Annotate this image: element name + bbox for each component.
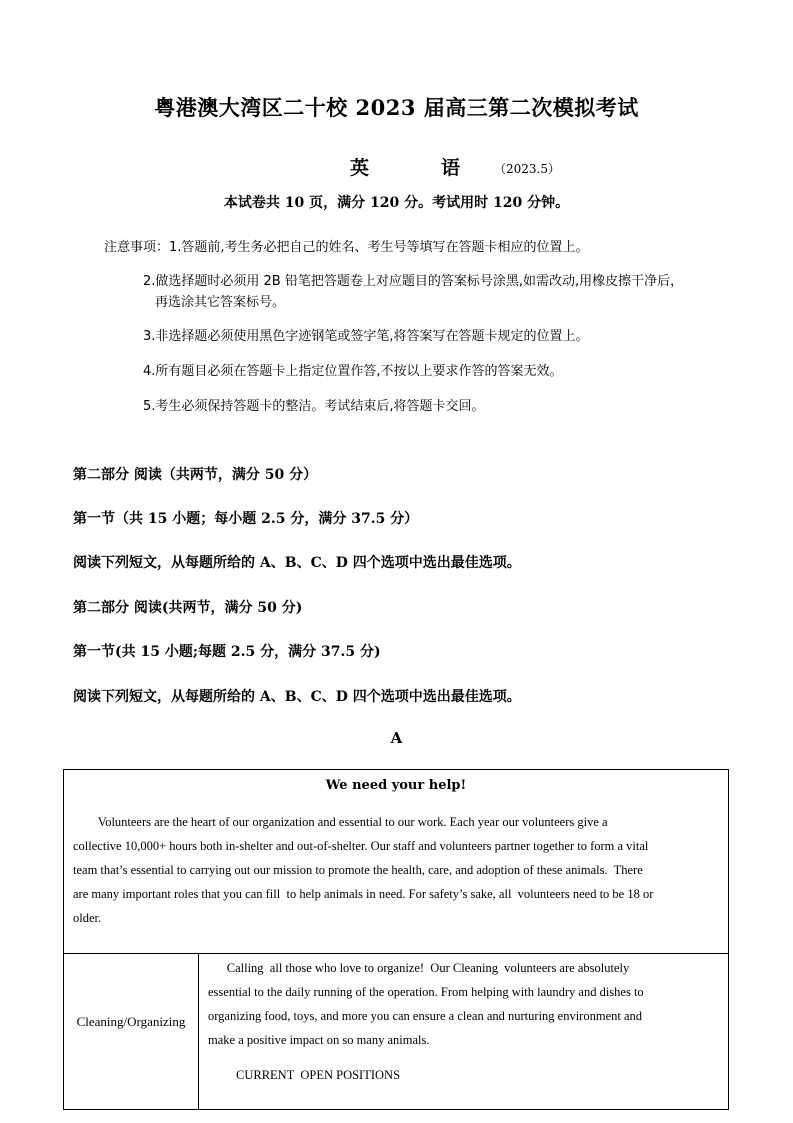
section-instruction-alt: 阅读下列短文，从每题所给的 A、B、C、D 四个选项中选出最佳选项。 [73, 689, 521, 705]
page-title: 粤港澳大湾区二十校 2023 届高三第二次模拟考试 [154, 95, 639, 120]
note-line-5: 5.考生必须保持答题卡的整洁。考试结束后,将答题卡交回。 [143, 399, 485, 414]
section-heading-part1-alt: 第一节(共 15 小题;每题 2.5 分，满分 37.5 分) [73, 644, 381, 660]
note-line-2: 2.做选择题时必须用 2B 铅笔把答题卷上对应题目的答案标号涂黑,如需改动,用橡皮擦干净后， [143, 274, 684, 289]
intro-line: team that’s essential to carrying out our mission to promote the health, care, and adoption of these animals. There [73, 863, 643, 877]
exam-date: （2023.5） [494, 162, 560, 176]
note-line-1: 注意事项：1.答题前,考生务必把自己的姓名、考生号等填写在答题卡相应的位置上。 [104, 240, 589, 255]
role-line: Calling all those who love to organize! Our Cleaning volunteers are absolutely [208, 961, 630, 975]
note-line-4: 4.所有题目必须在答题卡上指定位置作答,不按以上要求作答的答案无效。 [143, 364, 563, 379]
section-heading-part1: 第一节（共 15 小题；每小题 2.5 分，满分 37.5 分） [73, 511, 419, 527]
note-line-2-cont: 再选涂其它答案标号。 [155, 295, 286, 310]
subject-char-2: 语 [441, 157, 461, 179]
intro-line: collective 10,000+ hours both in-shelter and out-of-shelter. Our staff and volunteers partner together to form a vital [73, 839, 649, 853]
role-line: essential to the daily running of the operation. From helping with laundry and dishes to [208, 985, 644, 999]
table-divider-vertical [198, 953, 199, 1109]
section-heading-part2-alt: 第二部分 阅读(共两节，满分 50 分) [73, 600, 303, 616]
section-heading-part2: 第二部分 阅读（共两节，满分 50 分） [73, 467, 318, 483]
intro-line: Volunteers are the heart of our organization and essential to our work. Each year our volunteers give a [73, 815, 608, 829]
intro-line: older. [73, 911, 102, 925]
subject-name [350, 153, 460, 180]
table-divider-horizontal [64, 953, 728, 954]
role-label: Cleaning/Organizing [76, 1014, 186, 1029]
subject-char-1: 英 [350, 157, 370, 179]
intro-line: are many important roles that you can fill to help animals in need. For safety’s sake, all volunteers need to be 18 or [73, 887, 654, 901]
role-line: make a positive impact on so many animals. [208, 1033, 430, 1047]
role-line: organizing food, toys, and more you can ensure a clean and nurturing environment and [208, 1009, 643, 1023]
passage-label: A [390, 729, 403, 747]
passage-intro [73, 810, 721, 930]
note-line-3: 3.非选择题必须使用黑色字迹钢笔或签字笔,将答案写在答题卡规定的位置上。 [143, 329, 589, 344]
passage-table [63, 769, 729, 1110]
passage-table-title: We need your help! [325, 778, 467, 793]
open-positions-heading: CURRENT OPEN POSITIONS [236, 1068, 401, 1082]
role-description [208, 956, 722, 1052]
exam-meta: 本试卷共 10 页，满分 120 分。考试用时 120 分钟。 [223, 195, 570, 211]
section-instruction: 阅读下列短文，从每题所给的 A、B、C、D 四个选项中选出最佳选项。 [73, 555, 521, 571]
